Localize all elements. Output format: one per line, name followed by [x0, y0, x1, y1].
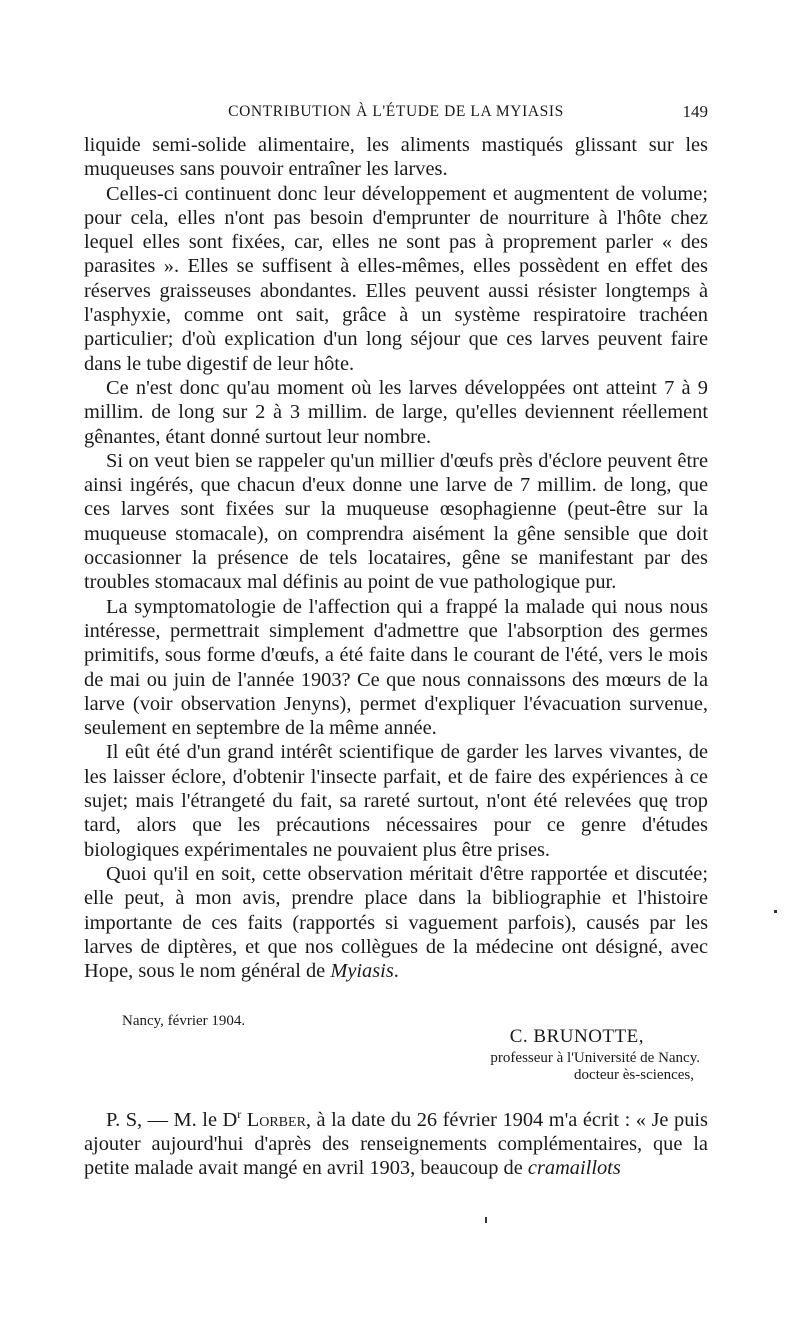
ps-text: , à la date du 26 février 1904 m'a écrit : « Je puis ajouter aujourd'hui d'après des renseignements complémentaires, que la petite malade avait mangé en avril 1903, beaucoup de [84, 1108, 708, 1180]
paragraph-4: Si on veut bien se rappeler qu'un millier d'œufs près d'éclore peuvent être ainsi ingérés, que chacun d'eux donne une larve de 7 millim. de long, que ces larves sont fixées sur la muqueuse œsophagienne (peut-être sur la muqueuse stomacale), on comprendra aisément la gêne sensible que doit occasionner la présence de tels locataires, gêne se manifestant par des troubles stomacaux mal définis au point de vue pathologique pur. [84, 449, 708, 594]
myiasis-term: Myiasis [330, 960, 394, 983]
paragraph-6: Il eût été d'un grand intérêt scientifique de garder les larves vivantes, de les laisser éclore, d'obtenir l'insecte parfait, et de faire des expériences à ce sujet; mais l'étrangeté du fait, sa rareté surtout, n'ont été relevées quę trop tard, alors que les précautions nécessaires pour ce genre d'études biologiques expérimentales ne pouvaient plus être prises. [84, 741, 708, 861]
signature-block [380, 1026, 700, 1084]
ink-speck [485, 1217, 487, 1223]
paragraph-7 [84, 862, 708, 983]
dateline: Nancy, février 1904. [122, 1013, 246, 1029]
paragraph-1: liquide semi-solide alimentaire, les aliments mastiqués glissant sur les muqueuses sans pouvoir entraîner les larves. [84, 134, 708, 181]
author-role: professeur à l'Université de Nancy. [490, 1050, 700, 1066]
author-name [380, 1026, 644, 1048]
paragraph-5: La symptomatologie de l'affection qui a frappé la malade qui nous nous intéresse, permettrait simplement d'admettre que l'absorption des germes primitifs, sous forme d'œufs, a été faite dans le courant de l'été, vers le mois de mai ou juin de l'année 1903? Ce que nous connaissons des mœurs de la larve (voir observation Jenyns), permet d'expliquer l'évacuation survenue, seulement en septembre de la même année. [84, 595, 708, 740]
ps-name: Lorber [246, 1108, 306, 1131]
postscript [84, 1102, 708, 1181]
paragraph-7-text: Quoi qu'il en soit, cette observation méritait d'être rapportée et discutée; elle peut, à mon avis, prendre place dans la bibliographie et l'histoire importante de ces faits (rapportés si vaguement parfois), causés par les larves de diptères, et que nos collègues de la médecine ont désigné, avec Hope, sous le nom général de [84, 862, 708, 983]
ps-superscript: r [237, 1107, 242, 1121]
running-title: CONTRIBUTION À L'ÉTUDE DE LA MYIASIS [228, 103, 564, 120]
paragraph-2: Celles-ci continuent donc leur développement et augmentent de volume; pour cela, elles n'ont pas besoin d'emprunter de nourriture à l'hôte chez lequel elles sont fixées, car, elles ne sont pas à proprement parler « des parasites ». Elles se suffisent à elles-mêmes, elles possèdent en effet des réserves graisseuses abondantes. Elles peuvent aussi résister longtemps à l'asphyxie, comme ont sait, grâce à un système respiratoire trachéen particulier; d'où explication d'un long séjour que ces larves peuvent faire dans le tube digestif de leur hôte. [84, 182, 708, 375]
postscript-paragraph [84, 1102, 708, 1181]
author-degree: docteur ès-sciences, [574, 1067, 694, 1083]
page-number: 149 [682, 102, 708, 121]
running-header [84, 100, 708, 126]
author-surname: RUNOTTE, [546, 1026, 644, 1047]
paragraph-7-end: . [393, 960, 399, 983]
cramaillots-term: cramaillots [527, 1157, 621, 1180]
paragraph-3: Ce n'est donc qu'au moment où les larves développées ont atteint 7 à 9 millim. de long sur 2 à 3 millim. de large, qu'elles deviennent réellement gênantes, étant donné surtout leur nombre. [84, 376, 708, 448]
ps-prefix: P. S, — M. le D [106, 1108, 238, 1131]
author-initial: C. B [509, 1026, 547, 1047]
main-text [84, 133, 708, 983]
ink-speck [774, 910, 777, 913]
